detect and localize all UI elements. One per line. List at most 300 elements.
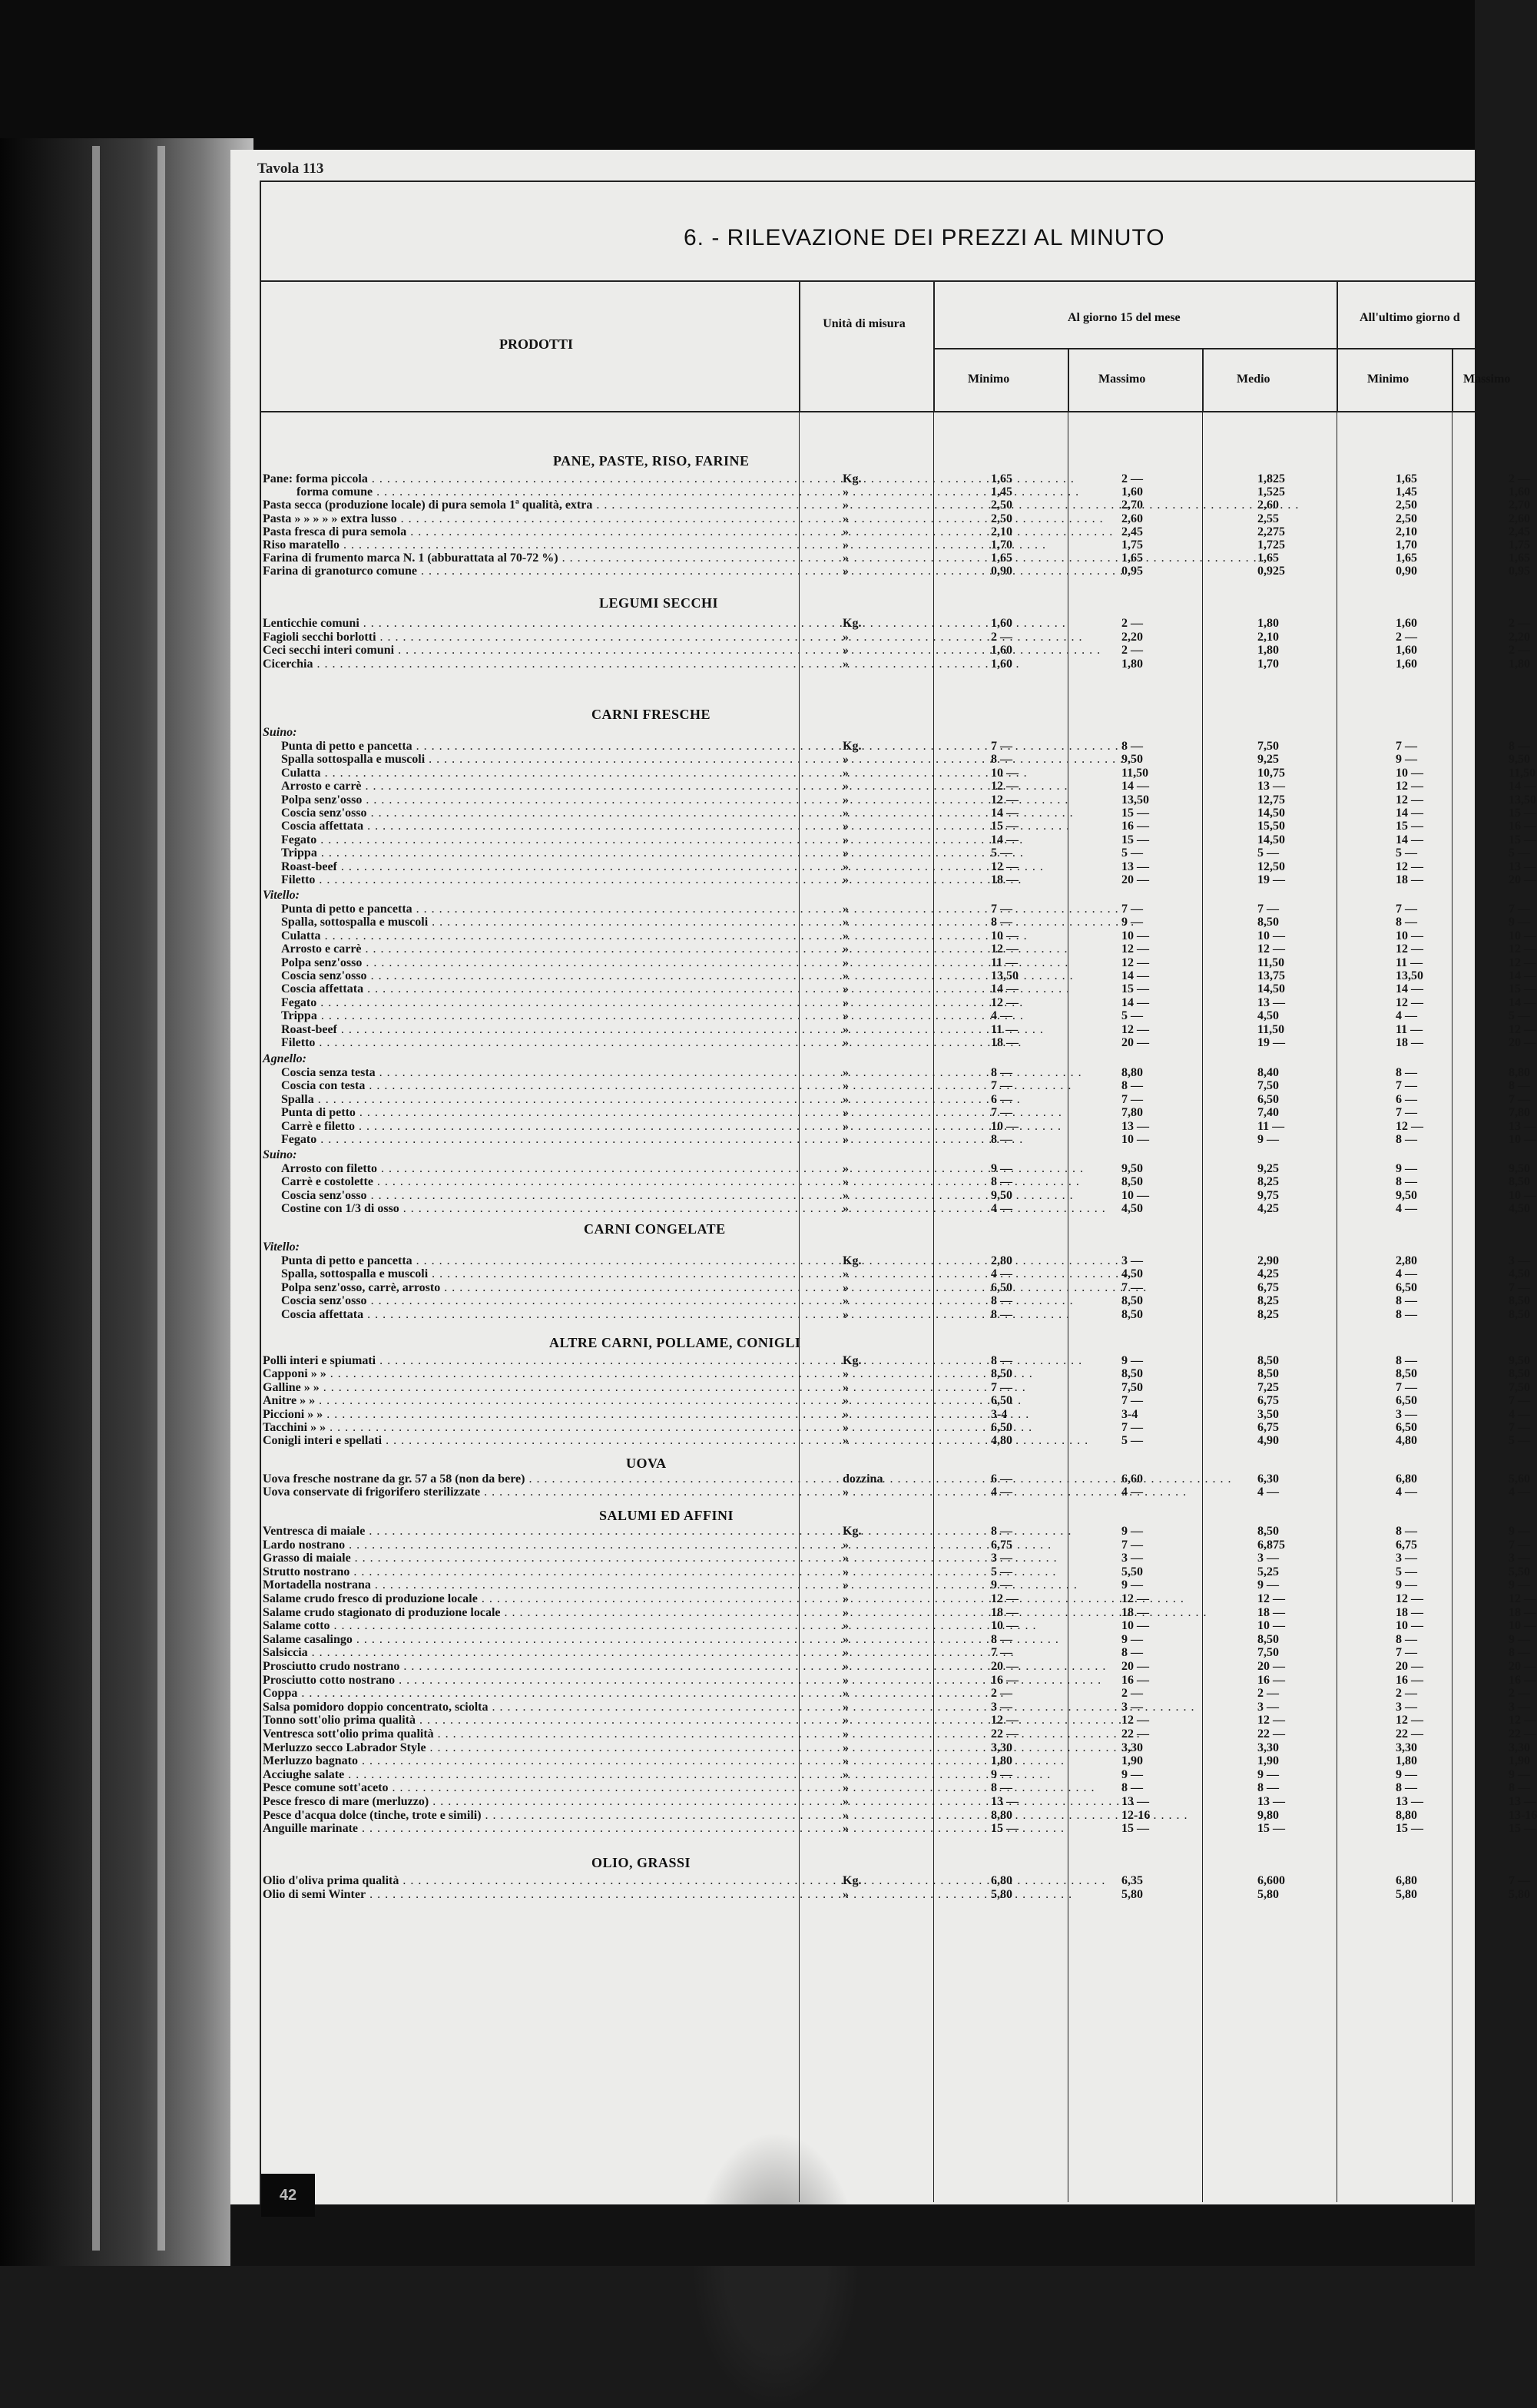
- max-price-end: 2,70: [1509, 498, 1530, 512]
- min-price-end: 2,80: [1396, 1254, 1417, 1267]
- min-price-end: 12 —: [1396, 1119, 1423, 1133]
- min-price-end: 16 —: [1396, 1673, 1423, 1687]
- min-price-end: 1,65: [1396, 472, 1417, 485]
- medium-price: 8,25: [1257, 1175, 1279, 1189]
- max-price: 1,75: [1121, 538, 1143, 551]
- min-price-end: 12 —: [1396, 1592, 1423, 1605]
- max-price-end: 11,50: [1509, 766, 1536, 780]
- product-name: Ceci secchi interi comuni . . .: [263, 644, 800, 657]
- unit-cell: »: [843, 1188, 849, 1202]
- max-price-end: 3 —: [1509, 1552, 1530, 1565]
- unit-cell: »: [843, 1700, 849, 1714]
- section-heading: PANE, PASTE, RISO, FARINE: [553, 453, 750, 469]
- frame-rule: [260, 181, 1475, 182]
- max-price-end: 7 —: [1509, 1874, 1530, 1887]
- product-name: Salsa pomidoro doppio concentrato, sciolta . . .: [263, 1701, 800, 1714]
- min-price: 4,80: [991, 1434, 1012, 1448]
- product-name: Uova fresche nostrane da gr. 57 a 58 (non da bere) . . .: [263, 1472, 800, 1486]
- max-price-end: 9 —: [1509, 1525, 1530, 1538]
- max-price-end: 8 —: [1509, 1079, 1530, 1093]
- product-name: Farina di frumento marca N. 1 (abburattata al 70-72 %) . . .: [263, 551, 800, 565]
- min-price: 4 —: [991, 1202, 1012, 1216]
- min-price-end: 10 —: [1396, 1619, 1423, 1633]
- unit-cell: »: [843, 512, 849, 525]
- min-price: 13,50: [991, 969, 1019, 982]
- max-price-end: 9 —: [1509, 916, 1530, 929]
- product-name: Capponi » » . . .: [263, 1367, 800, 1381]
- max-price-end: 10 —: [1509, 1619, 1536, 1633]
- max-price: 8 —: [1121, 740, 1143, 753]
- min-price: 14 —: [991, 833, 1019, 846]
- min-price: 12 —: [991, 1592, 1019, 1605]
- unit-cell: »: [843, 916, 849, 929]
- medium-price: 11,50: [1257, 956, 1285, 969]
- col-divider: [1337, 280, 1338, 411]
- min-price: 20 —: [991, 1660, 1019, 1673]
- unit-cell: »: [843, 1565, 849, 1578]
- medium-price: 1,525: [1257, 485, 1285, 499]
- unit-cell: »: [843, 1754, 849, 1768]
- max-price-end: 10 —: [1509, 929, 1536, 942]
- medium-price: 5,25: [1257, 1565, 1279, 1578]
- header-rule-bottom: [260, 411, 1475, 412]
- product-name: Salame crudo stagionato di produzione locale . . .: [263, 1606, 800, 1620]
- product-name: Punta di petto . . .: [263, 1106, 819, 1120]
- min-price-end: 1,65: [1396, 551, 1417, 565]
- section-heading: CARNI CONGELATE: [584, 1221, 726, 1237]
- product-name: Coscia senz'osso . . .: [263, 1189, 819, 1203]
- medium-price: 2,55: [1257, 512, 1279, 525]
- medium-price: 6,75: [1257, 1421, 1279, 1434]
- max-price: 2,70: [1121, 498, 1143, 512]
- product-name: Trippa . . .: [263, 1009, 819, 1023]
- min-price: 5 —: [991, 846, 1012, 860]
- medium-price: 13 —: [1257, 1795, 1285, 1808]
- unit-cell: »: [843, 1133, 849, 1146]
- min-price: 1,60: [991, 657, 1012, 671]
- tavola-label: Tavola 113: [257, 161, 324, 177]
- min-price: 8 —: [991, 916, 1012, 929]
- max-price: 0,95: [1121, 565, 1143, 578]
- unit-cell: »: [843, 1741, 849, 1754]
- min-price-end: 9 —: [1396, 753, 1417, 767]
- unit-cell: »: [843, 1421, 849, 1434]
- min-price-end: 8 —: [1396, 916, 1417, 929]
- product-name: Ventresca di maiale . . .: [263, 1525, 800, 1539]
- medium-price: 12 —: [1257, 1714, 1285, 1727]
- min-price-end: 9 —: [1396, 1578, 1417, 1592]
- unit-cell: »: [843, 498, 849, 512]
- max-price: 8,50: [1121, 1307, 1143, 1321]
- unit-cell: »: [843, 780, 849, 793]
- max-price-end: 10 —: [1509, 1133, 1536, 1146]
- max-price: 9 —: [1121, 916, 1143, 929]
- medium-price: 22 —: [1257, 1727, 1285, 1741]
- max-price-end: 1,90: [1509, 1754, 1530, 1768]
- max-price-end: 22 —: [1509, 1727, 1536, 1741]
- min-price: 7 —: [991, 1646, 1012, 1660]
- min-price-end: 5,80: [1396, 1888, 1417, 1901]
- min-price: 6 —: [991, 1092, 1012, 1106]
- medium-price: 8,50: [1257, 1367, 1279, 1381]
- max-price: 3 —: [1121, 1254, 1143, 1267]
- unit-cell: »: [843, 1808, 849, 1822]
- max-price: 9,50: [1121, 753, 1143, 767]
- unit-cell: »: [843, 1632, 849, 1646]
- medium-price: 8 —: [1257, 1781, 1279, 1795]
- min-price: 12 —: [991, 942, 1019, 956]
- max-price-end: 9 —: [1509, 1632, 1530, 1646]
- unit-cell: »: [843, 1267, 849, 1281]
- max-price-end: 13 —: [1509, 1795, 1536, 1808]
- max-price: 13 —: [1121, 1795, 1149, 1808]
- max-price: 1,60: [1121, 485, 1143, 499]
- unit-cell: »: [843, 1380, 849, 1394]
- max-price-end: 14 —: [1509, 969, 1536, 982]
- product-name: Merluzzo secco Labrador Style . . .: [263, 1741, 800, 1755]
- min-price: 8 —: [991, 1175, 1012, 1189]
- medium-price: 1,825: [1257, 472, 1285, 485]
- max-price-end: 12 —: [1509, 1714, 1536, 1727]
- unit-cell: »: [843, 766, 849, 780]
- min-price-end: 6,80: [1396, 1874, 1417, 1887]
- medium-price: 2,275: [1257, 525, 1285, 538]
- min-price: 6,50: [991, 1394, 1012, 1408]
- unit-cell: »: [843, 1307, 849, 1321]
- unit-cell: »: [843, 793, 849, 807]
- medium-price: 20 —: [1257, 1660, 1285, 1673]
- product-name: Cicerchia . . .: [263, 657, 800, 671]
- min-price-end: 2,10: [1396, 525, 1417, 538]
- unit-cell: »: [843, 1888, 849, 1901]
- max-price: 5,80: [1121, 1888, 1143, 1901]
- unit-cell: »: [843, 1767, 849, 1781]
- max-price-end: 14 —: [1509, 780, 1536, 793]
- medium-price: 7,40: [1257, 1106, 1279, 1120]
- max-price: 8,80: [1121, 1066, 1143, 1079]
- min-price-end: 6,50: [1396, 1421, 1417, 1434]
- medium-price: 3,50: [1257, 1407, 1279, 1421]
- max-price-end: 1,60: [1509, 485, 1530, 499]
- max-price-end: 8,80: [1509, 1066, 1530, 1079]
- min-price-end: 18 —: [1396, 873, 1423, 886]
- min-price: 3 —: [991, 1700, 1012, 1714]
- product-name: Coscia senz'osso . . .: [263, 969, 819, 983]
- product-name: Grasso di maiale . . .: [263, 1552, 800, 1565]
- max-price: 3 —: [1121, 1552, 1143, 1565]
- min-price: 10 —: [991, 766, 1019, 780]
- min-price: 8 —: [991, 1781, 1012, 1795]
- product-name: Salame casalingo . . .: [263, 1633, 800, 1647]
- header-medio: Medio: [1237, 373, 1270, 386]
- min-price-end: 9 —: [1396, 1162, 1417, 1175]
- min-price-end: 12 —: [1396, 780, 1423, 793]
- max-price-end: 13-16: [1509, 1808, 1537, 1822]
- min-price-end: 22 —: [1396, 1727, 1423, 1741]
- max-price-end: 9,50: [1509, 1354, 1530, 1367]
- product-name: Coscia senz'osso . . .: [263, 807, 819, 820]
- product-name: Fegato . . .: [263, 996, 819, 1010]
- max-price-end: 8 —: [1509, 740, 1530, 753]
- max-price: 8,50: [1121, 1175, 1143, 1189]
- max-price: 22 —: [1121, 1727, 1149, 1741]
- min-price: 6,50: [991, 1421, 1012, 1434]
- unit-cell: »: [843, 1119, 849, 1133]
- min-price: 13 —: [991, 1795, 1019, 1808]
- max-price-end: 2,20: [1509, 630, 1530, 644]
- max-price-end: 15 —: [1509, 833, 1536, 846]
- max-price: 14 —: [1121, 995, 1149, 1009]
- min-price: 8 —: [991, 1354, 1012, 1367]
- max-price-end: 0,95: [1509, 565, 1530, 578]
- max-price-end: 12 —: [1509, 1022, 1536, 1036]
- min-price: 7 —: [991, 740, 1012, 753]
- unit-cell: »: [843, 1175, 849, 1189]
- product-name: Anitre » » . . .: [263, 1394, 800, 1408]
- min-price: 4 —: [991, 1009, 1012, 1023]
- max-price: 10 —: [1121, 1133, 1149, 1146]
- unit-cell: »: [843, 538, 849, 551]
- col-divider: [933, 412, 934, 2202]
- unit-cell: »: [843, 1280, 849, 1294]
- max-price: 12 —: [1121, 1714, 1149, 1727]
- unit-cell: »: [843, 1605, 849, 1619]
- max-price-end: 13 —: [1509, 860, 1536, 873]
- min-price-end: 8 —: [1396, 1294, 1417, 1308]
- unit-cell: Kg.: [843, 1354, 862, 1367]
- max-price: 15 —: [1121, 807, 1149, 820]
- max-price: 13,50: [1121, 793, 1149, 807]
- max-price-end: 7 —: [1509, 903, 1530, 916]
- max-price: 3-4: [1121, 1407, 1138, 1421]
- min-price: 7 —: [991, 903, 1012, 916]
- min-price-end: 7 —: [1396, 1079, 1417, 1093]
- min-price: 18 —: [991, 873, 1019, 886]
- max-price-end: 9 —: [1509, 1767, 1530, 1781]
- max-price-end: 13 —: [1509, 1119, 1536, 1133]
- min-price-end: 7 —: [1396, 1380, 1417, 1394]
- medium-price: 14,50: [1257, 833, 1285, 846]
- min-price: 6,80: [991, 1874, 1012, 1887]
- section-heading: OLIO, GRASSI: [591, 1855, 691, 1870]
- medium-price: 8,25: [1257, 1294, 1279, 1308]
- unit-cell: »: [843, 1079, 849, 1093]
- max-price-end: 4,50: [1509, 1202, 1530, 1216]
- min-price-end: 0,90: [1396, 565, 1417, 578]
- medium-price: 9,25: [1257, 753, 1279, 767]
- subgroup-heading: Suino:: [263, 1148, 297, 1161]
- min-price: 0,90: [991, 565, 1012, 578]
- max-price-end: 2 —: [1509, 472, 1530, 485]
- min-price: 9 —: [991, 1767, 1012, 1781]
- max-price: 15 —: [1121, 982, 1149, 996]
- document-page: [230, 150, 1537, 2266]
- unit-cell: »: [843, 1687, 849, 1701]
- min-price-end: 2,50: [1396, 512, 1417, 525]
- max-price-end: 20 —: [1509, 1660, 1536, 1673]
- unit-cell: »: [843, 1673, 849, 1687]
- medium-price: 7 —: [1257, 903, 1279, 916]
- min-price-end: 18 —: [1396, 1036, 1423, 1049]
- medium-price: 8,50: [1257, 916, 1279, 929]
- max-price: 2,60: [1121, 512, 1143, 525]
- max-price-end: 12 —: [1509, 942, 1536, 956]
- unit-cell: »: [843, 1781, 849, 1795]
- max-price: 20 —: [1121, 873, 1149, 886]
- section-heading: SALUMI ED AFFINI: [599, 1508, 734, 1523]
- unit-cell: »: [843, 525, 849, 538]
- product-name: Pane: forma piccola . . .: [263, 472, 800, 486]
- product-name: Spalla . . .: [263, 1093, 819, 1107]
- unit-cell: Kg.: [843, 617, 862, 630]
- product-name: Merluzzo bagnato . . .: [263, 1754, 800, 1768]
- min-price-end: 14 —: [1396, 982, 1423, 996]
- min-price-end: 12 —: [1396, 793, 1423, 807]
- max-price: 7,50: [1121, 1380, 1143, 1394]
- min-price: 16 —: [991, 1673, 1019, 1687]
- medium-price: 2 —: [1257, 1687, 1279, 1701]
- max-price-end: 10 —: [1509, 1188, 1536, 1202]
- unit-cell: »: [843, 1538, 849, 1552]
- medium-price: 15 —: [1257, 1822, 1285, 1836]
- header-minimo-2: Minimo: [1367, 373, 1409, 386]
- max-price: 20 —: [1121, 1036, 1149, 1049]
- unit-cell: Kg.: [843, 1525, 862, 1538]
- max-price-end: 5 —: [1509, 846, 1530, 860]
- medium-price: 5,80: [1257, 1888, 1279, 1901]
- max-price: 7 —: [1121, 1280, 1143, 1294]
- scan-bottom-margin: [230, 2204, 1475, 2266]
- col-divider: [799, 280, 800, 411]
- product-name: Prosciutto cotto nostrano . . .: [263, 1674, 800, 1688]
- spine-highlight: [92, 146, 100, 2251]
- min-price: 3 —: [991, 1552, 1012, 1565]
- min-price: 15 —: [991, 1822, 1019, 1836]
- max-price-end: 1,80: [1509, 657, 1530, 671]
- product-name: Spalla sottospalla e muscoli . . .: [263, 753, 819, 767]
- min-price-end: 8 —: [1396, 1175, 1417, 1189]
- max-price-end: 7 —: [1509, 1092, 1530, 1106]
- unit-cell: »: [843, 969, 849, 982]
- medium-price: 13,75: [1257, 969, 1285, 982]
- min-price: 12 —: [991, 1714, 1019, 1727]
- min-price-end: 10 —: [1396, 929, 1423, 942]
- unit-cell: »: [843, 903, 849, 916]
- min-price-end: 1,70: [1396, 538, 1417, 551]
- min-price-end: 3 —: [1396, 1552, 1417, 1565]
- medium-price: 8,50: [1257, 1354, 1279, 1367]
- unit-cell: »: [843, 1162, 849, 1175]
- min-price-end: 8 —: [1396, 1133, 1417, 1146]
- product-name: Culatta . . .: [263, 767, 819, 780]
- min-price: 8,80: [991, 1808, 1012, 1822]
- medium-price: 6,600: [1257, 1874, 1285, 1887]
- product-name: Lenticchie comuni . . .: [263, 617, 800, 631]
- medium-price: 12 —: [1257, 942, 1285, 956]
- max-price: 9 —: [1121, 1354, 1143, 1367]
- min-price-end: 1,60: [1396, 657, 1417, 671]
- min-price: 11 —: [991, 956, 1019, 969]
- unit-cell: »: [843, 1036, 849, 1049]
- max-price: 1,90: [1121, 1754, 1143, 1768]
- product-name: Carrè e costolette . . .: [263, 1175, 819, 1189]
- product-name: Pasta fresca di pura semola . . .: [263, 525, 800, 539]
- product-name: Trippa . . .: [263, 846, 819, 860]
- min-price: 9,50: [991, 1188, 1012, 1202]
- col-divider: [1068, 348, 1069, 411]
- medium-price: 6,875: [1257, 1538, 1285, 1552]
- unit-cell: »: [843, 657, 849, 671]
- min-price-end: 7 —: [1396, 1106, 1417, 1120]
- max-price: 3,30: [1121, 1741, 1143, 1754]
- medium-price: 9 —: [1257, 1133, 1279, 1146]
- product-name: Ventresca sott'olio prima qualità . . .: [263, 1727, 800, 1741]
- unit-cell: »: [843, 982, 849, 996]
- max-price-end: 18 —: [1509, 1605, 1536, 1619]
- min-price-end: 5 —: [1396, 1565, 1417, 1578]
- header-rule-top: [260, 280, 1475, 282]
- max-price: 4,50: [1121, 1202, 1143, 1216]
- medium-price: 1,70: [1257, 657, 1279, 671]
- unit-cell: »: [843, 1714, 849, 1727]
- min-price-end: 2,50: [1396, 498, 1417, 512]
- max-price: 9 —: [1121, 1578, 1143, 1592]
- medium-price: 13 —: [1257, 995, 1285, 1009]
- max-price: 7 —: [1121, 1394, 1143, 1408]
- product-name: Coppa . . .: [263, 1687, 800, 1701]
- medium-price: 4,90: [1257, 1434, 1279, 1448]
- min-price-end: 4 —: [1396, 1009, 1417, 1023]
- max-price-end: 8,50: [1509, 1367, 1530, 1381]
- min-price-end: 3 —: [1396, 1700, 1417, 1714]
- max-price: 20 —: [1121, 1660, 1149, 1673]
- medium-price: 2,90: [1257, 1254, 1279, 1267]
- unit-cell: »: [843, 1619, 849, 1633]
- book-spine: [0, 138, 253, 2266]
- unit-cell: »: [843, 630, 849, 644]
- medium-price: 0,925: [1257, 565, 1285, 578]
- min-price: 8 —: [991, 1294, 1012, 1308]
- min-price: 18 —: [991, 1036, 1019, 1049]
- max-price: 14 —: [1121, 969, 1149, 982]
- max-price: 13 —: [1121, 860, 1149, 873]
- max-price-end: 2 —: [1509, 1687, 1530, 1701]
- max-price: 16 —: [1121, 820, 1149, 833]
- unit-cell: »: [843, 1822, 849, 1836]
- min-price-end: 8 —: [1396, 1632, 1417, 1646]
- max-price: 12 —: [1121, 1022, 1149, 1036]
- min-price-end: 18 —: [1396, 1605, 1423, 1619]
- max-price: 12 —: [1121, 942, 1149, 956]
- medium-price: 2,10: [1257, 630, 1279, 644]
- medium-price: 7,50: [1257, 1646, 1279, 1660]
- product-name: Riso maratello . . .: [263, 538, 800, 552]
- min-price: 2,80: [991, 1254, 1012, 1267]
- max-price: 5 —: [1121, 1434, 1143, 1448]
- min-price: 15 —: [991, 820, 1019, 833]
- product-name: Coscia affettata . . .: [263, 982, 819, 996]
- min-price-end: 1,60: [1396, 617, 1417, 630]
- product-name: Mortadella nostrana . . .: [263, 1578, 800, 1592]
- min-price: 1,60: [991, 617, 1012, 630]
- medium-price: 3 —: [1257, 1552, 1279, 1565]
- max-price-end: 2 —: [1509, 617, 1530, 630]
- min-price-end: 6,75: [1396, 1538, 1417, 1552]
- unit-cell: »: [843, 1022, 849, 1036]
- unit-cell: »: [843, 956, 849, 969]
- medium-price: 14,50: [1257, 982, 1285, 996]
- max-price: 10 —: [1121, 1619, 1149, 1633]
